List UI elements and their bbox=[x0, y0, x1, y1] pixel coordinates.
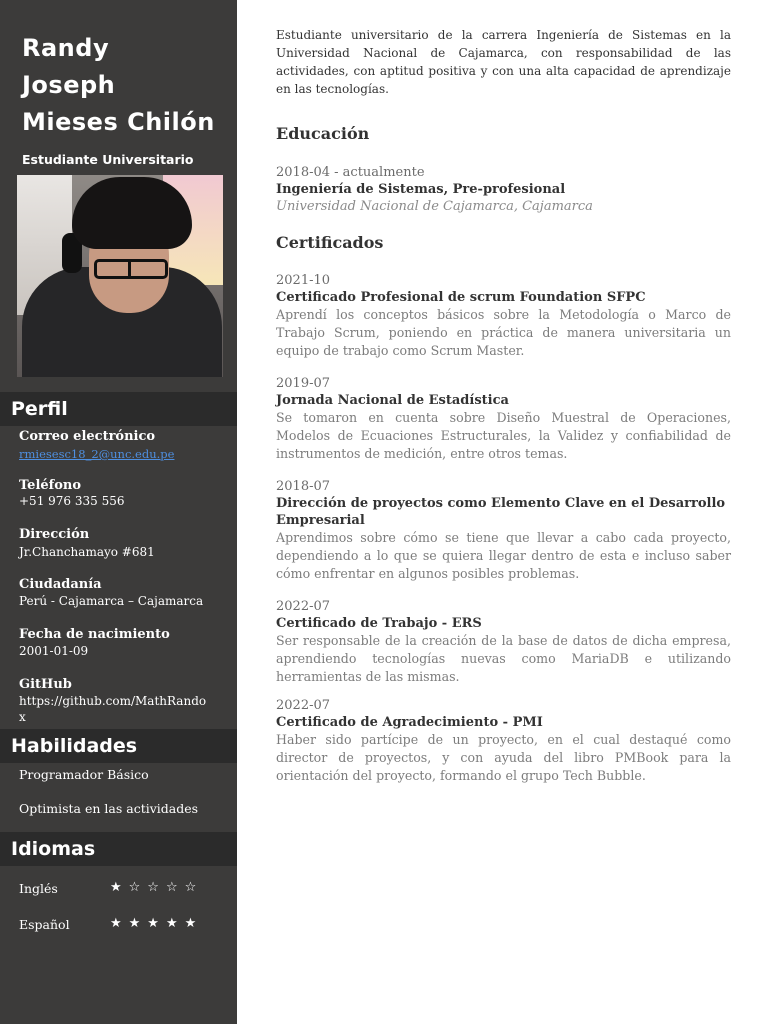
sidebar bbox=[0, 0, 237, 1024]
github-label: GitHub bbox=[19, 677, 72, 692]
entry-date: 2022-07 bbox=[276, 698, 331, 713]
profile-photo bbox=[17, 175, 223, 377]
certificate-entry bbox=[276, 598, 731, 686]
language-name: Inglés bbox=[19, 881, 58, 896]
birthdate-label: Fecha de nacimiento bbox=[19, 627, 170, 642]
certificate-entry bbox=[276, 697, 731, 785]
certificate-entry bbox=[276, 272, 731, 360]
entry-date: 2018-04 - actualmente bbox=[276, 165, 425, 180]
full-name bbox=[22, 30, 232, 141]
email-link[interactable]: rmiesesc18_2@unc.edu.pe bbox=[19, 447, 175, 461]
certificate-entry bbox=[276, 478, 731, 583]
entry-title: Certificado de Agradecimiento - PMI bbox=[276, 715, 543, 730]
address-value: Jr.Chanchamayo #681 bbox=[19, 545, 155, 559]
github-link[interactable]: https://github.com/MathRando x bbox=[19, 694, 207, 724]
entry-place: Universidad Nacional de Cajamarca, Cajamarca bbox=[276, 199, 593, 214]
entry-description: Haber sido partícipe de un proyecto, en el cual destaqué como director de proyectos, y con ayuda del libro PMBook para la orientación del proyecto, formando el grupo Tech Bubble. bbox=[276, 732, 731, 783]
entry-description: Aprendí los conceptos básicos sobre la Metodología o Marco de Trabajo Scrum, poniendo en práctica de manera universitaria un equipo de trabajo como Scrum Master. bbox=[276, 307, 731, 358]
entry-date: 2022-07 bbox=[276, 599, 331, 614]
citizenship-label: Ciudadanía bbox=[19, 577, 102, 592]
skill-item: Programador Básico bbox=[19, 767, 149, 782]
skill-item: Optimista en las actividades bbox=[19, 801, 199, 816]
star-rating: ★☆☆☆☆ bbox=[110, 880, 204, 895]
skills-section-title: Habilidades bbox=[0, 729, 237, 763]
address-label: Dirección bbox=[19, 527, 90, 542]
education-heading: Educación bbox=[276, 124, 370, 143]
phone-value: +51 976 335 556 bbox=[19, 494, 125, 508]
entry-description: Aprendimos sobre cómo se tiene que llevar a cabo cada proyecto, dependiendo a lo que se quiera llegar dentro de esta e incluso saber cómo enfrentar en algunos posibles problemas. bbox=[276, 530, 731, 581]
perfil-section-title: Perfil bbox=[0, 392, 237, 426]
phone-label: Teléfono bbox=[19, 478, 82, 493]
birthdate-value: 2001-01-09 bbox=[19, 644, 89, 658]
certificate-entry bbox=[276, 375, 731, 463]
subtitle: Estudiante Universitario bbox=[22, 152, 194, 167]
language-name: Español bbox=[19, 917, 70, 932]
entry-title: Ingeniería de Sistemas, Pre-profesional bbox=[276, 182, 566, 197]
name-line: Joseph bbox=[22, 71, 116, 99]
email-label: Correo electrónico bbox=[19, 429, 156, 444]
name-line: Mieses Chilón bbox=[22, 108, 215, 136]
intro-paragraph: Estudiante universitario de la carrera Ingeniería de Sistemas en la Universidad Nacional de Cajamarca, con responsabilidad de las actividades, con aptitud positiva y con una alta capacidad de aprendizaje en las tecnologías. bbox=[276, 28, 731, 96]
entry-date: 2019-07 bbox=[276, 376, 331, 391]
entry-description: Se tomaron en cuenta sobre Diseño Muestral de Operaciones, Modelos de Ecuaciones Estructurales, la Validez y confiabilidad de instrumentos de medición, entre otros temas. bbox=[276, 410, 731, 461]
name-line: Randy bbox=[22, 34, 110, 62]
languages-section-title: Idiomas bbox=[0, 832, 237, 866]
entry-description: Ser responsable de la creación de la base de datos de dicha empresa, aprendiendo tecnologías nuevas como MariaDB e utilizando herramientas de las mismas. bbox=[276, 633, 731, 684]
education-entry bbox=[276, 164, 731, 215]
entry-title: Certificado de Trabajo - ERS bbox=[276, 616, 482, 631]
entry-date: 2018-07 bbox=[276, 479, 331, 494]
certificates-heading: Certificados bbox=[276, 233, 384, 252]
entry-title: Dirección de proyectos como Elemento Clave en el Desarrollo Empresarial bbox=[276, 496, 726, 528]
star-rating: ★★★★★ bbox=[110, 916, 204, 931]
entry-title: Jornada Nacional de Estadística bbox=[276, 393, 509, 408]
citizenship-value: Perú - Cajamarca – Cajamarca bbox=[19, 594, 204, 608]
entry-date: 2021-10 bbox=[276, 273, 331, 288]
entry-title: Certificado Profesional de scrum Foundation SFPC bbox=[276, 290, 646, 305]
